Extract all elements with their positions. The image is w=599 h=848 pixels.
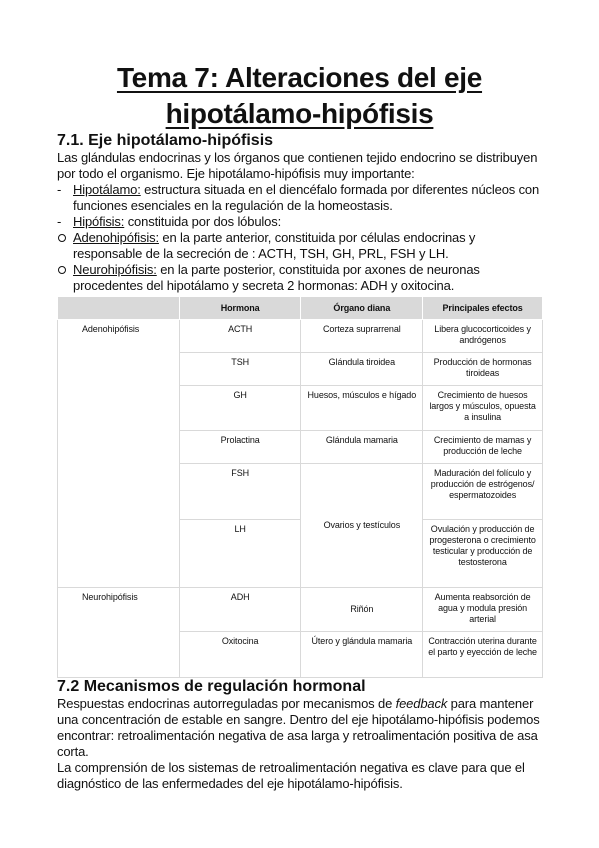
- effect-cell: Contracción uterina durante el parto y eyección de leche: [423, 632, 543, 678]
- target-cell: Corteza suprarrenal: [301, 320, 423, 353]
- hormone-cell: Oxitocina: [179, 632, 301, 678]
- target-cell-shared: Ovarios y testículos: [301, 464, 423, 588]
- header-hormona: Hormona: [179, 297, 301, 320]
- title-line-2: hipotálamo-hipófisis: [165, 98, 434, 129]
- circle-bullet-icon: [58, 234, 66, 242]
- p1-end: para mantener una concentración de estable en sangre. Dentro del eje hipotálamo-hipófisis podemos encontrar: retroalimentación negativa de asa larga y retroalimentación positiva de asa corta.: [57, 696, 540, 759]
- target-cell: Glándula mamaria: [301, 431, 423, 464]
- effect-cell: Ovulación y producción de progesterona o crecimiento testicular y producción de testosterona: [423, 520, 543, 588]
- text-adenohipofisis: en la parte anterior, constituida por células endocrinas y responsable de la secreción de : ACTH, TSH, GH, PRL, FSH y LH.: [73, 230, 476, 261]
- hormone-cell: Prolactina: [179, 431, 301, 464]
- table-header-row: [58, 297, 543, 320]
- table-row: [58, 320, 543, 353]
- section-2-body: [57, 696, 547, 792]
- text-hipofisis: constituida por dos lóbulos:: [124, 214, 282, 229]
- effect-cell: Crecimiento de huesos largos y músculos, opuesta a insulina: [423, 386, 543, 431]
- target-cell: Riñón: [301, 588, 423, 632]
- table-row: [58, 588, 543, 632]
- dash-bullet: -: [57, 182, 62, 197]
- document-title: [40, 60, 559, 132]
- group-neurohipofisis: Neurohipófisis: [58, 588, 180, 678]
- group-adenohipofisis: Adenohipófisis: [58, 320, 180, 588]
- p1-italic-feedback: feedback: [395, 696, 448, 711]
- list-item-neurohipofisis: [57, 262, 547, 294]
- target-cell: Glándula tiroidea: [301, 353, 423, 386]
- term-neurohipofisis: Neurohipófisis:: [73, 262, 157, 277]
- hormone-cell: ADH: [179, 588, 301, 632]
- circle-bullet-icon: [58, 266, 66, 274]
- section-2-paragraph-2: La comprensión de los sistemas de retroalimentación negativa es clave para que el diagnóstico de las enfermedades del eje hipotálamo-hipófisis.: [57, 760, 525, 791]
- list-item-adenohipofisis: [57, 230, 547, 262]
- hormone-table: [57, 296, 543, 678]
- section-2-heading: 7.2 Mecanismos de regulación hormonal: [57, 678, 366, 695]
- section-1-list: [57, 182, 547, 294]
- hormone-cell: GH: [179, 386, 301, 431]
- hormone-cell: FSH: [179, 464, 301, 520]
- hormone-cell: ACTH: [179, 320, 301, 353]
- title-line-1: Tema 7: Alteraciones del eje: [116, 62, 483, 93]
- section-1-heading: 7.1. Eje hipotálamo-hipófisis: [57, 132, 274, 149]
- section-2-paragraph-1: [57, 696, 547, 760]
- hormone-cell: TSH: [179, 353, 301, 386]
- effect-cell: Aumenta reabsorción de agua y modula presión arterial: [423, 588, 543, 632]
- target-cell: Huesos, músculos e hígado: [301, 386, 423, 431]
- header-group: [58, 297, 180, 320]
- dash-bullet: -: [57, 214, 62, 229]
- effect-cell: Libera glucocorticoides y andrógenos: [423, 320, 543, 353]
- header-organo-diana: Órgano diana: [301, 297, 423, 320]
- effect-cell: Producción de hormonas tiroideas: [423, 353, 543, 386]
- list-item-hipofisis: [57, 214, 547, 230]
- hormone-cell: LH: [179, 520, 301, 588]
- term-adenohipofisis: Adenohipófisis:: [73, 230, 159, 245]
- text-neurohipofisis: en la parte posterior, constituida por axones de neuronas procedentes del hipotálamo y secreta 2 hormonas: ADH y oxitocina.: [73, 262, 480, 293]
- list-item-hipotalamo: [57, 182, 547, 214]
- header-principales-efectos: Principales efectos: [423, 297, 543, 320]
- effect-cell: Maduración del folículo y producción de estrógenos/ espermatozoides: [423, 464, 543, 520]
- section-1-intro: Las glándulas endocrinas y los órganos que contienen tejido endocrino se distribuyen por todo el organismo. Eje hipotálamo-hipófisis muy importante:: [57, 150, 538, 181]
- effect-cell: Crecimiento de mamas y producción de leche: [423, 431, 543, 464]
- p1-start: Respuestas endocrinas autorreguladas por mecanismos de: [57, 696, 396, 711]
- target-cell: Útero y glándula mamaria: [301, 632, 423, 678]
- term-hipotalamo: Hipotálamo:: [73, 182, 141, 197]
- text-hipotalamo: estructura situada en el diencéfalo formada por diferentes núcleos con funciones esenciales en la regulación de la homeostasis.: [73, 182, 540, 213]
- term-hipofisis: Hipófisis:: [73, 214, 125, 229]
